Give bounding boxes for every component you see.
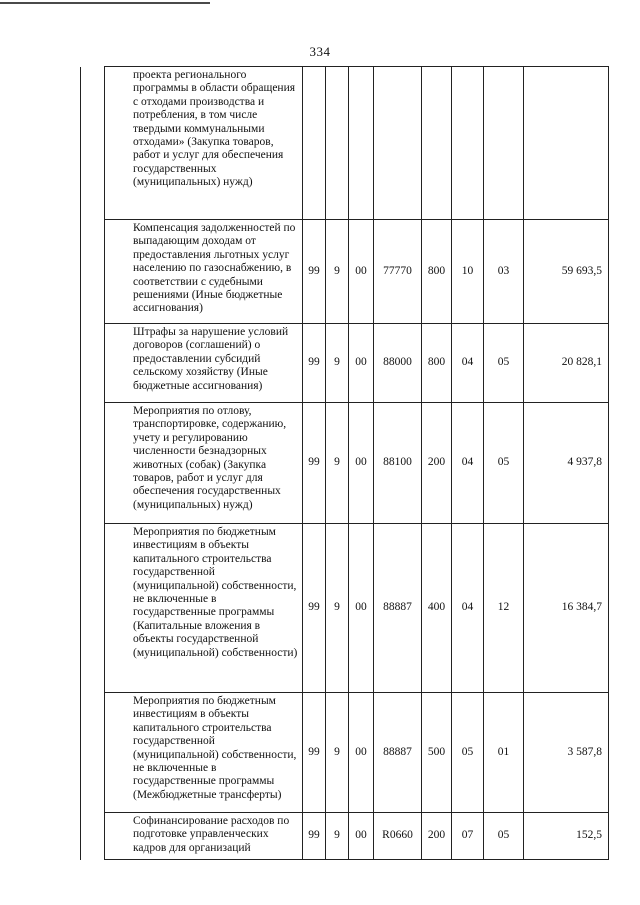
- subsection-cell: 05: [484, 324, 524, 403]
- subprogram-cell: 9: [326, 220, 349, 324]
- table-row: [81, 524, 609, 693]
- direction-cell: 77770: [374, 220, 422, 324]
- description-cell: Софинансирование расходов по подготовке управленческих кадров для организаций: [105, 813, 303, 860]
- program-cell: 99: [303, 813, 326, 860]
- amount-cell: 152,5: [524, 813, 609, 860]
- direction-cell: 88887: [374, 693, 422, 813]
- amount-cell: 59 693,5: [524, 220, 609, 324]
- expense-type-cell: 400: [422, 524, 452, 693]
- row-number-cell: [81, 813, 105, 860]
- subprogram-cell: 9: [326, 693, 349, 813]
- amount-cell: 4 937,8: [524, 403, 609, 524]
- main-event-cell: 00: [349, 813, 374, 860]
- program-cell: 99: [303, 324, 326, 403]
- section-cell: 04: [452, 403, 484, 524]
- table-row: [81, 403, 609, 524]
- description-cell: Штрафы за нарушение условий договоров (соглашений) о предоставлении субсидий сельскому хозяйству (Иные бюджетные ассигнования): [105, 324, 303, 403]
- program-cell: 99: [303, 524, 326, 693]
- table-row: [81, 324, 609, 403]
- direction-cell: 88000: [374, 324, 422, 403]
- row-number-cell: [81, 524, 105, 693]
- direction-cell: [374, 67, 422, 220]
- amount-cell: [524, 67, 609, 220]
- row-number-cell: [81, 220, 105, 324]
- main-event-cell: 00: [349, 324, 374, 403]
- subsection-cell: 03: [484, 220, 524, 324]
- direction-cell: 88100: [374, 403, 422, 524]
- section-cell: 04: [452, 524, 484, 693]
- description-cell: проекта регионального программы в области обращения с отходами производства и потребления, в том числе твердыми коммунальными отходами» (Закупка товаров, работ и услуг для обеспечения государственных (муниципальных) нужд): [105, 67, 303, 220]
- expense-type-cell: 500: [422, 693, 452, 813]
- amount-cell: 3 587,8: [524, 693, 609, 813]
- subprogram-cell: 9: [326, 524, 349, 693]
- program-cell: 99: [303, 403, 326, 524]
- subsection-cell: [484, 67, 524, 220]
- direction-cell: R0660: [374, 813, 422, 860]
- subprogram-cell: 9: [326, 403, 349, 524]
- table-row: [81, 220, 609, 324]
- main-event-cell: 00: [349, 220, 374, 324]
- expense-type-cell: 200: [422, 403, 452, 524]
- budget-table: [80, 66, 609, 860]
- expense-type-cell: 800: [422, 324, 452, 403]
- expense-type-cell: [422, 67, 452, 220]
- section-cell: [452, 67, 484, 220]
- amount-cell: 20 828,1: [524, 324, 609, 403]
- subsection-cell: 05: [484, 813, 524, 860]
- row-number-cell: [81, 693, 105, 813]
- row-number-cell: [81, 324, 105, 403]
- subsection-cell: 05: [484, 403, 524, 524]
- subsection-cell: 12: [484, 524, 524, 693]
- program-cell: [303, 67, 326, 220]
- program-cell: 99: [303, 693, 326, 813]
- subprogram-cell: 9: [326, 813, 349, 860]
- section-cell: 05: [452, 693, 484, 813]
- description-cell: Мероприятия по отлову, транспортировке, содержанию, учету и регулированию численности безнадзорных животных (собак) (Закупка товаров, работ и услуг для обеспечения государственных (муниципальных) нужд): [105, 403, 303, 524]
- expense-type-cell: 800: [422, 220, 452, 324]
- page-number: 334: [309, 44, 331, 59]
- description-cell: Мероприятия по бюджетным инвестициям в объекты капитального строительства государственной (муниципальной) собственности, не включенные в государственные программы (Межбюджетные трансферты): [105, 693, 303, 813]
- expense-type-cell: 200: [422, 813, 452, 860]
- section-cell: 10: [452, 220, 484, 324]
- program-cell: 99: [303, 220, 326, 324]
- description-cell: Мероприятия по бюджетным инвестициям в объекты капитального строительства государственной (муниципальной) собственности, не включенные в государственные программы (Капитальные вложения в объекты государственной (муниципальной) собственности): [105, 524, 303, 693]
- description-cell: Компенсация задолженностей по выпадающим доходам от предоставления льготных услуг населению по газоснабжению, в соответствии с судебными решениями (Иные бюджетные ассигнования): [105, 220, 303, 324]
- row-number-cell: [81, 67, 105, 220]
- subprogram-cell: [326, 67, 349, 220]
- main-event-cell: [349, 67, 374, 220]
- scan-edge-line: [0, 2, 210, 4]
- main-event-cell: 00: [349, 693, 374, 813]
- row-number-cell: [81, 403, 105, 524]
- section-cell: 07: [452, 813, 484, 860]
- amount-cell: 16 384,7: [524, 524, 609, 693]
- subsection-cell: 01: [484, 693, 524, 813]
- direction-cell: 88887: [374, 524, 422, 693]
- table-row: [81, 67, 609, 220]
- table-row: [81, 813, 609, 860]
- subprogram-cell: 9: [326, 324, 349, 403]
- table-row: [81, 693, 609, 813]
- main-event-cell: 00: [349, 403, 374, 524]
- main-event-cell: 00: [349, 524, 374, 693]
- section-cell: 04: [452, 324, 484, 403]
